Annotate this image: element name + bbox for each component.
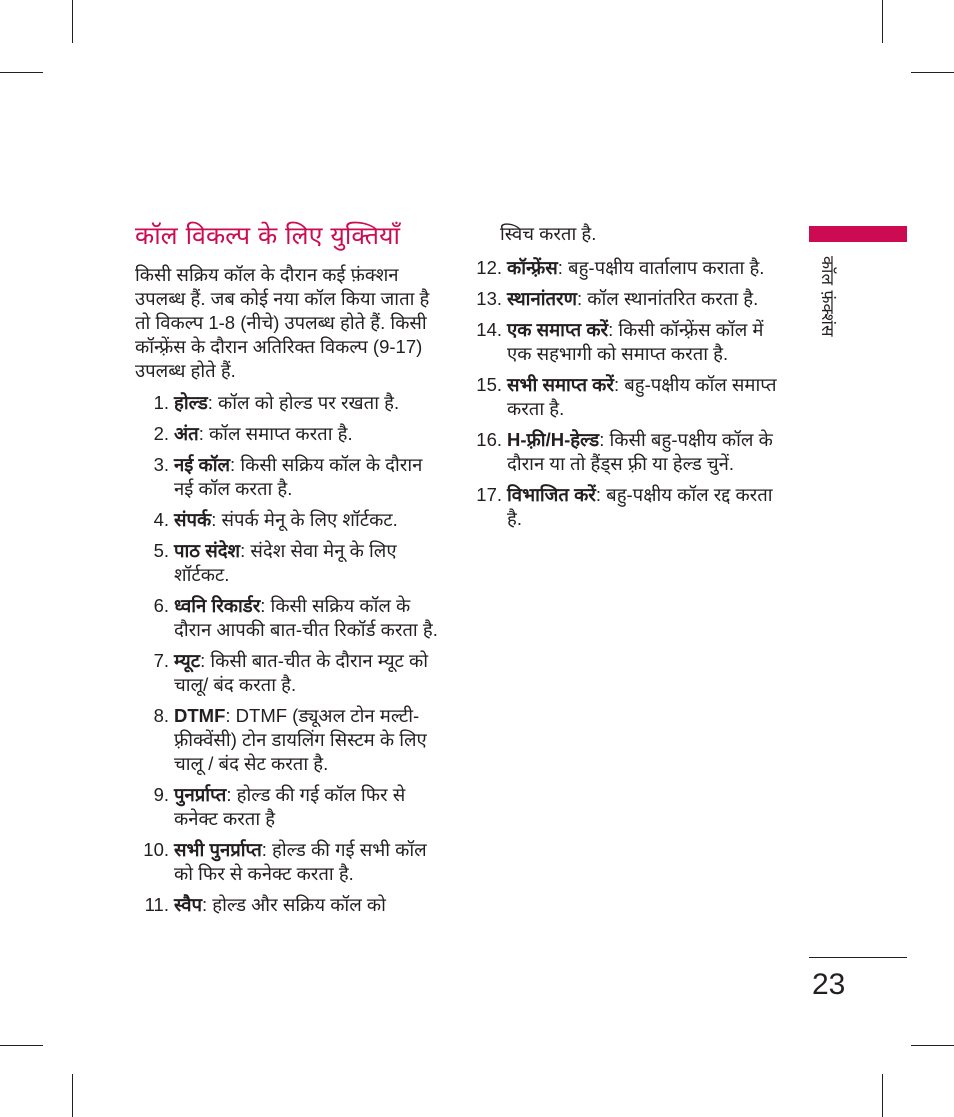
item-term: म्यूट: [174, 650, 201, 671]
item-number: 17.: [476, 484, 502, 505]
crop-mark: [0, 72, 43, 73]
item-term: होल्ड: [174, 392, 208, 413]
crop-mark: [911, 72, 954, 73]
item-description: : होल्ड की गई सभी कॉल को फिर से कनेक्ट करता है.: [174, 839, 427, 884]
item-number: 4.: [153, 509, 169, 530]
options-list-right: [468, 256, 778, 531]
item-description: : किसी बात-चीत के दौरान म्यूट को चालू/ बंद करता है.: [174, 650, 429, 695]
item-description: : बहु-पक्षीय कॉल समाप्त करता है.: [507, 374, 777, 419]
item-term: पाठ संदेश: [174, 540, 241, 561]
item-term: स्थानांतरण: [507, 288, 577, 309]
intro-paragraph: किसी सक्रिय कॉल के दौरान कई फ़ंक्शन उपलब्ध हैं. जब कोई नया कॉल किया जाता है तो विकल्प 1-8 (नीचे) उपलब्ध होते हैं. किसी कॉन्फ़्रेंस के दौरान अतिरिक्त विकल्प (9-17) उपलब्ध होते हैं.: [135, 264, 430, 381]
item-number: 5.: [153, 540, 169, 561]
crop-mark: [911, 1045, 954, 1046]
item-number: 11.: [144, 894, 169, 915]
item-number: 7.: [153, 650, 169, 671]
item-term: संपर्क: [174, 509, 212, 530]
item-term: एक समाप्त करें: [507, 319, 609, 340]
item-description: : किसी सक्रिय कॉल के दौरान आपकी बात-चीत रिकॉर्ड करता है.: [174, 595, 438, 640]
list-item: [135, 893, 445, 917]
item-term: H-फ़्री/H-हेल्ड: [507, 429, 600, 450]
item-number: 12.: [476, 257, 502, 278]
item-number: 3.: [153, 454, 169, 475]
item-term: विभाजित करें: [507, 484, 596, 505]
item-continuation: स्विच करता है.: [500, 223, 597, 244]
item-description: : DTMF (ड्यूअल टोन मल्टी-फ़्रीक्वेंसी) टोन डायलिंग सिस्टम के लिए चालू / बंद सेट करता है.: [174, 705, 427, 774]
list-item: [135, 391, 445, 415]
item-description: : किसी बहु-पक्षीय कॉल के दौरान या तो हैंड्स फ़्री या हेल्ड चुनें.: [507, 429, 773, 474]
list-item: [468, 318, 778, 366]
item-number: 2.: [153, 423, 169, 444]
item-number: 16.: [476, 429, 502, 450]
item-term: पुनर्प्राप्त: [174, 784, 227, 805]
item-description: : कॉल समाप्त करता है.: [198, 423, 353, 444]
item-number: 9.: [153, 784, 169, 805]
crop-mark: [0, 1045, 43, 1046]
item-term: अंत: [174, 423, 199, 444]
list-item: [468, 287, 778, 311]
item-number: 10.: [143, 839, 169, 860]
item-term: स्वैप: [174, 894, 202, 915]
crop-mark: [882, 1074, 883, 1117]
item-description: : संपर्क मेनू के लिए शॉर्टकट.: [211, 509, 398, 530]
right-column: [468, 222, 778, 538]
page-number: 23: [812, 968, 846, 1001]
item-description: : कॉल को होल्ड पर रखता है.: [207, 392, 400, 413]
item-term: ध्वनि रिकार्डर: [174, 595, 261, 616]
list-item: [135, 594, 445, 642]
list-item: [135, 422, 445, 446]
page-title: कॉल विकल्प के लिए युक्तियाँ: [135, 221, 400, 250]
item-number: 14.: [476, 319, 502, 340]
options-list-left: [135, 391, 445, 917]
crop-mark: [72, 0, 73, 43]
section-tab-label: कॉल फ़ंक्शंस: [817, 256, 837, 337]
list-item: [135, 539, 445, 587]
item-term: DTMF: [174, 705, 226, 726]
section-tab-bar: [809, 226, 907, 242]
item-number: 6.: [153, 595, 169, 616]
list-item: [135, 704, 445, 776]
item-term: सभी पुनर्प्राप्त: [174, 839, 262, 860]
item-description: : होल्ड और सक्रिय कॉल को: [202, 894, 386, 915]
list-item: [468, 483, 778, 531]
item-description: : किसी कॉन्फ़्रेंस कॉल में एक सहभागी को समाप्त करता है.: [507, 319, 764, 364]
item-term: कॉन्फ़्रेंस: [507, 257, 558, 278]
item-description: : संदेश सेवा मेनू के लिए शॉर्टकट.: [174, 540, 397, 585]
list-item: [135, 783, 445, 831]
list-item: [468, 428, 778, 476]
crop-mark: [72, 1074, 73, 1117]
crop-mark: [882, 0, 883, 43]
item-term: सभी समाप्त करें: [507, 374, 614, 395]
list-item: [468, 256, 778, 280]
item-description: : किसी सक्रिय कॉल के दौरान नई कॉल करता है.: [174, 454, 423, 499]
item-number: 1.: [153, 392, 169, 413]
item-description: : होल्ड की गई कॉल फिर से कनेक्ट करता है: [174, 784, 406, 829]
list-item: [135, 838, 445, 886]
list-item: [135, 508, 445, 532]
item-number: 15.: [476, 374, 502, 395]
item-description: : बहु-पक्षीय वार्तालाप कराता है.: [557, 257, 765, 278]
item-number: 8.: [153, 705, 169, 726]
left-column: [135, 263, 445, 924]
item-description: : कॉल स्थानांतरित करता है.: [577, 288, 759, 309]
page-number-rule: [809, 957, 907, 958]
list-item: [135, 453, 445, 501]
list-item: [135, 649, 445, 697]
item-description: : बहु-पक्षीय कॉल रद्द करता है.: [507, 484, 773, 529]
item-term: नई कॉल: [174, 454, 231, 475]
list-item: [468, 373, 778, 421]
item-number: 13.: [476, 288, 502, 309]
